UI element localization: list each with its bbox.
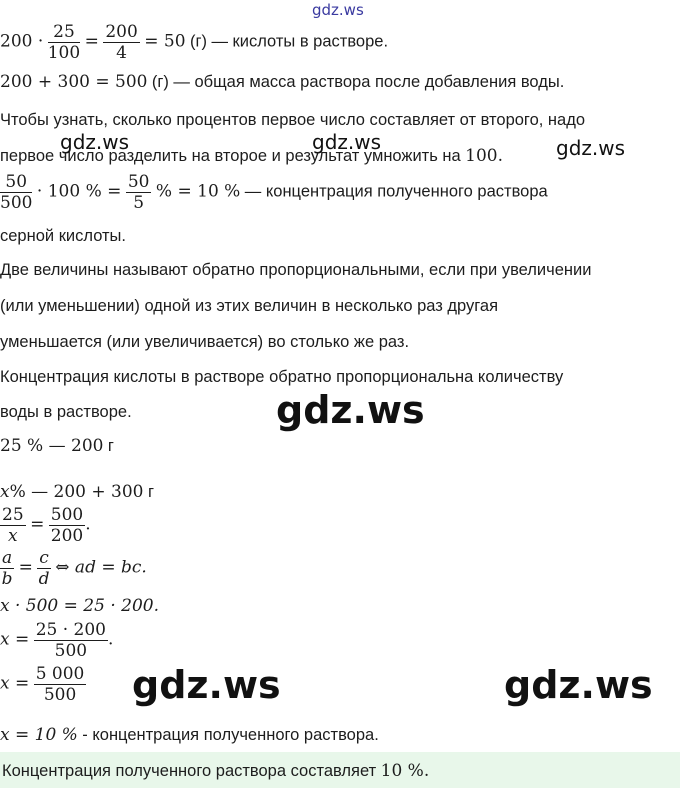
fraction-numerator: 25 · 200 — [35, 620, 106, 640]
unit-gram: г — [107, 437, 114, 455]
fraction-denominator: 5 — [133, 193, 145, 213]
fraction-denominator: 4 — [116, 43, 127, 63]
percent-rule-text: Чтобы узнать, сколько процентов первое число составляет от второго, надо — [0, 111, 586, 129]
fraction-numerator: c — [39, 548, 49, 568]
fraction-50-5 — [126, 172, 152, 213]
equals-sign: = — [18, 557, 33, 578]
acid-mass-formula — [0, 22, 388, 63]
unit-gram: (г) — [189, 32, 207, 51]
fraction-numerator: 50 — [0, 172, 32, 193]
fraction-c-d — [37, 548, 51, 589]
equals-sign: = — [30, 514, 45, 535]
answer-line — [2, 761, 429, 781]
fraction-denominator: x — [8, 526, 18, 546]
percent-rule-body: первое число разделить на второе и результат умножить на — [0, 147, 461, 165]
result-percent: % = 10 % — [155, 181, 241, 202]
number-100: 100. — [465, 146, 504, 166]
answer-box — [0, 752, 680, 788]
fraction-numerator: 5 000 — [35, 664, 85, 684]
proportion-row-2 — [0, 482, 154, 502]
period: . — [108, 629, 114, 650]
fraction-denominator: d — [38, 569, 50, 589]
row2-expr: % — 200 + 300 — [9, 482, 144, 502]
watermark-big3: gdz.ws — [504, 663, 653, 707]
equals-sign: = — [84, 31, 99, 52]
fraction-5000-500 — [34, 664, 87, 705]
x-equals: x = — [0, 629, 30, 650]
fraction-50-500 — [0, 172, 32, 213]
answer-text: Концентрация полученного раствора составляет — [2, 762, 377, 780]
fraction-numerator: 25 — [2, 505, 24, 525]
fraction-denominator: 100 — [47, 43, 81, 63]
fraction-25x200-500 — [34, 620, 108, 661]
concentration-formula — [0, 172, 548, 213]
equation-step-2 — [0, 620, 113, 661]
fraction-numerator: 500 — [50, 505, 84, 525]
result-line — [0, 725, 379, 745]
fraction-denominator: 500 — [0, 193, 33, 213]
answer-value: 10 %. — [380, 761, 430, 781]
fraction-denominator: b — [1, 569, 13, 589]
acid-mass-text: — кислоты в растворе. — [211, 32, 389, 51]
cross-multiplication-rule — [0, 548, 147, 589]
definition-line-2: (или уменьшении) одной из этих величин в несколько раз другая — [0, 297, 499, 315]
fraction-denominator: 200 — [50, 526, 84, 546]
fraction-25-100 — [48, 22, 80, 63]
watermark-mid2: gdz.ws — [312, 130, 382, 154]
equation-step-1: x · 500 = 25 · 200. — [0, 596, 159, 616]
period: . — [85, 514, 91, 535]
equivalence-expr: ⇔ ad = bc. — [55, 557, 147, 578]
definition-line-3: уменьшается (или увеличивается) во столько же раз. — [0, 333, 410, 351]
watermark-big2: gdz.ws — [132, 663, 281, 707]
fraction-numerator: 25 — [48, 22, 80, 43]
x-equals: x = — [0, 673, 30, 694]
definition-line-1: Две величины называют обратно пропорциональными, если при увеличении — [0, 261, 592, 279]
factor-200: 200 · — [0, 31, 44, 52]
result-text: - концентрация полученного раствора. — [82, 726, 379, 744]
result-value: = 50 — [144, 31, 186, 52]
inverse-proportion-line-1: Концентрация кислоты в растворе обратно пропорциональна количеству — [0, 368, 564, 386]
total-mass-expr: 200 + 300 = 500 — [0, 72, 148, 92]
fraction-denominator: 500 — [54, 641, 88, 661]
x-equals-10-percent: x = 10 % — [0, 725, 78, 745]
fraction-500-200 — [49, 505, 85, 546]
percent-rule-text-2 — [0, 146, 503, 166]
fraction-200-4 — [103, 22, 139, 63]
row1-expr: 25 % — 200 — [0, 436, 104, 456]
fraction-a-b — [0, 548, 14, 589]
fraction-numerator: 50 — [127, 172, 150, 192]
proportion-equation — [0, 505, 91, 546]
watermark-mid1: gdz.ws — [60, 130, 130, 154]
total-mass-line — [0, 72, 564, 92]
watermark-mid3: gdz.ws — [556, 136, 626, 160]
proportion-row-1 — [0, 436, 114, 456]
total-mass-text: — общая масса раствора после добавления воды. — [173, 73, 565, 91]
inverse-proportion-line-2: воды в растворе. — [0, 403, 132, 421]
variable-x: x — [0, 482, 10, 502]
fraction-denominator: 500 — [43, 685, 77, 705]
fraction-numerator: 200 — [105, 22, 138, 42]
watermark-big1: gdz.ws — [276, 388, 425, 432]
watermark-top: gdz.ws — [312, 1, 364, 19]
unit-gram: г — [147, 483, 154, 501]
unit-gram: (г) — [151, 73, 169, 91]
concentration-text: — концентрация полученного раствора — [244, 182, 548, 201]
fraction-25-x — [0, 505, 26, 546]
equation-step-3 — [0, 664, 86, 705]
multiply-100-percent: · 100 % = — [36, 181, 122, 202]
fraction-numerator: a — [2, 548, 13, 568]
sulfuric-acid-text: серной кислоты. — [0, 227, 127, 245]
